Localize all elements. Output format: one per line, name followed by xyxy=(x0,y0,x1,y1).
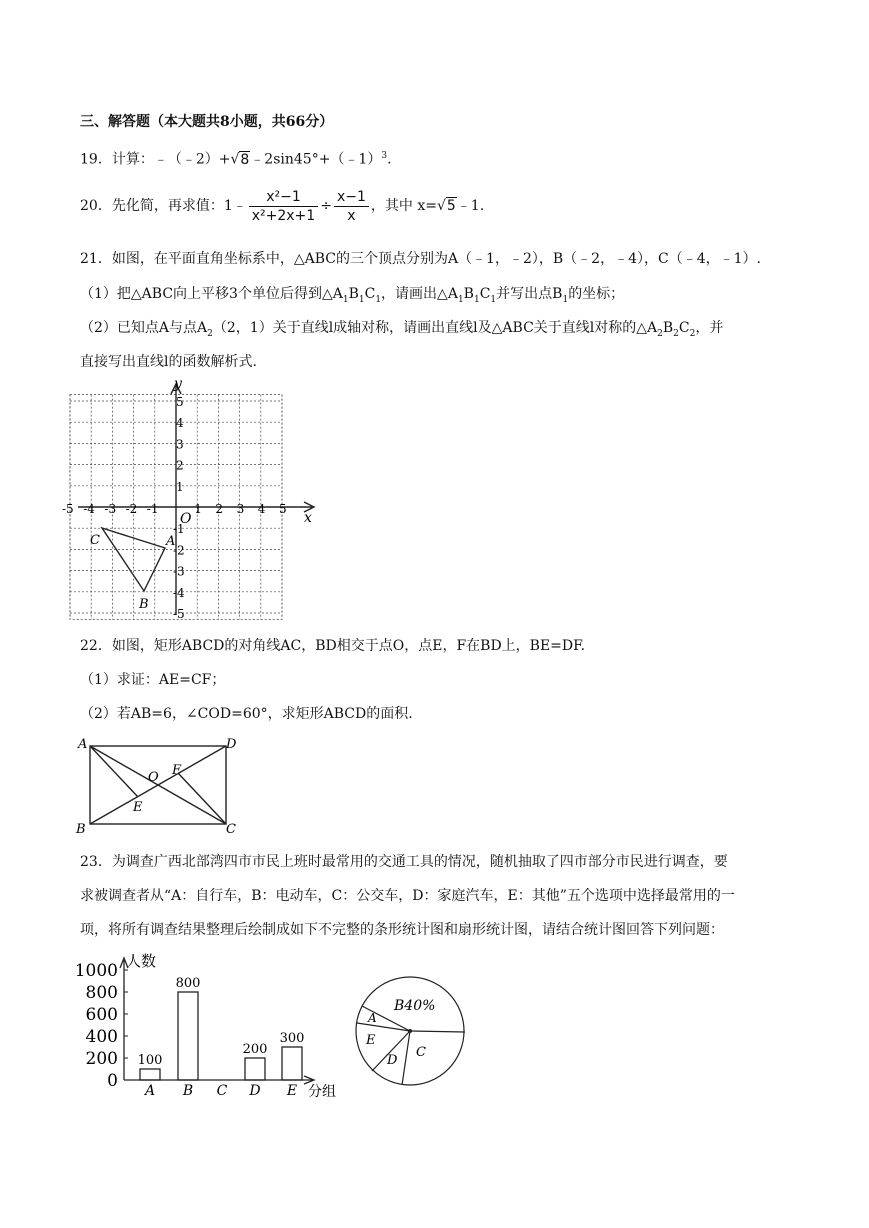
rect-label-e: E xyxy=(133,800,143,815)
bar-value-label: 800 xyxy=(175,976,201,991)
pie-label-d: D xyxy=(387,1053,398,1068)
question-22-stem: 22．如图，矩形ABCD的对角线AC，BD相交于点O，点E，F在BD上，BE=DF. xyxy=(80,638,586,654)
bar-category-label: E xyxy=(286,1083,298,1099)
bar-y-ticks xyxy=(75,961,128,1091)
q20-fraction-2 xyxy=(334,188,369,225)
x-tick-label: 1 xyxy=(194,502,202,516)
q20-frac1-numerator: x²−1 xyxy=(249,188,318,207)
pie-label-b: B40% xyxy=(394,998,436,1014)
y-tick-label: 3 xyxy=(176,437,184,452)
q21-p2-c: B xyxy=(662,320,674,336)
y-tick-label: -3 xyxy=(173,564,185,579)
bar-y-tick-label: 200 xyxy=(85,1049,118,1069)
rect-label-a: A xyxy=(78,737,88,752)
question-21-part-1 xyxy=(80,284,624,310)
x-tick-label: 5 xyxy=(279,502,287,516)
q21-p1-b: B xyxy=(348,286,359,302)
y-tick-label: 4 xyxy=(176,416,184,431)
q19-exp: 3 xyxy=(381,151,388,161)
section-title: 三、解答题（本大题共8小题，共66分） xyxy=(80,114,334,130)
bar-category-label: B xyxy=(182,1083,194,1099)
bar-e xyxy=(282,1047,302,1080)
bar-y-tick-label: 800 xyxy=(85,983,118,1003)
y-tick-label: -1 xyxy=(173,522,185,537)
y-tick-label: 5 xyxy=(176,395,184,409)
q21-p1-d: ，请画出△A xyxy=(381,286,458,302)
sub: 2 xyxy=(689,328,696,339)
q19-radicand: 8 xyxy=(240,151,250,168)
pie-label-c: C xyxy=(416,1045,426,1060)
rectangle-figure xyxy=(74,734,246,838)
x-tick-label: 3 xyxy=(236,502,245,516)
question-23-line2: 求被调查者从“A：自行车，B：电动车，C：公交车，D：家庭汽车，E：其他”五个选项中选择最常用的一 xyxy=(80,888,735,904)
q20-frac2-denominator: x xyxy=(347,207,356,224)
bar-y-label: 人数 xyxy=(126,952,157,970)
rect-label-d: D xyxy=(226,737,237,752)
q21-p1-e: B xyxy=(463,286,474,302)
x-tick-label: -3 xyxy=(104,502,117,516)
question-21-stem: 21．如图，在平面直角坐标系中，△ABC的三个顶点分别为A（﹣1，﹣2），B（﹣2，﹣4），C（﹣4，﹣1）. xyxy=(80,251,761,267)
sub: 1 xyxy=(490,294,497,305)
rect-label-b: B xyxy=(76,822,86,837)
q20-mid: ，其中 x= xyxy=(370,198,437,214)
q21-p2-b: （2，1）关于直线l成轴对称，请画出直线l及△ABC关于直线l对称的△A xyxy=(212,320,658,336)
bar-x-label: 分组 xyxy=(308,1084,336,1100)
q20-frac1-denominator: x²+2x+1 xyxy=(251,207,316,224)
q20-frac2-numerator: x−1 xyxy=(334,188,369,207)
q21-p2-d: C xyxy=(678,320,690,336)
y-tick-labels xyxy=(173,395,185,621)
rect-label-o: O xyxy=(148,770,159,785)
bar-chart xyxy=(72,948,350,1098)
q21-p2-e: ，并 xyxy=(695,320,724,336)
sub: 2 xyxy=(673,328,679,339)
q21-p1-g: 并写出点B xyxy=(496,286,563,302)
y-tick-label: -5 xyxy=(173,607,185,621)
q19-end: . xyxy=(387,151,392,168)
bar-d xyxy=(245,1058,265,1080)
question-21-part-2-line2: 直接写出直线l的函数解析式. xyxy=(80,354,257,370)
bar-y-tick-label: 0 xyxy=(107,1071,118,1091)
q21-p1-a: （1）把△ABC向上平移3个单位后得到△A xyxy=(80,286,343,302)
rect-label-f: F xyxy=(172,763,182,778)
q20-prefix: 20．先化简，再求值：1﹣ xyxy=(80,198,247,214)
rect-label-c: C xyxy=(226,822,236,837)
x-tick-label: 4 xyxy=(257,502,266,516)
segment-ae xyxy=(90,746,138,797)
pie-chart xyxy=(350,948,470,1098)
pie-divider-5 xyxy=(402,1031,410,1085)
y-tick-label: -4 xyxy=(173,585,185,600)
x-tick-label: 2 xyxy=(215,502,224,516)
sub: 1 xyxy=(457,294,464,305)
y-tick-label: -2 xyxy=(173,543,185,558)
bar-category-label: C xyxy=(216,1083,228,1099)
question-20 xyxy=(80,186,484,226)
bar-y-tick-label: 1000 xyxy=(74,961,118,981)
bar-a xyxy=(140,1069,160,1080)
bar-y-tick-label: 400 xyxy=(85,1027,118,1047)
origin-label: O xyxy=(180,511,192,527)
pie-divider-1 xyxy=(410,1031,465,1032)
sqrt-5: √5 xyxy=(436,198,456,214)
sqrt-8: √8 xyxy=(230,151,250,168)
question-22-part-1: （1）求证：AE=CF； xyxy=(80,672,226,688)
q21-p1-f: C xyxy=(479,286,491,302)
sub: 1 xyxy=(358,294,365,305)
x-tick-label: -5 xyxy=(62,502,74,516)
bar-category-label: D xyxy=(249,1083,261,1099)
question-23-line1: 23．为调查广西北部湾四市市民上班时最常用的交通工具的情况，随机抽取了四市部分市民进行调查，要 xyxy=(80,854,728,870)
segment-cf xyxy=(178,773,226,824)
x-axis-label: x xyxy=(304,510,312,526)
sub: 2 xyxy=(657,328,663,339)
pie-label-e: E xyxy=(366,1033,376,1048)
x-tick-label: -2 xyxy=(125,502,138,516)
y-tick-label: 2 xyxy=(176,458,184,473)
point-b-label: B xyxy=(139,597,149,612)
y-tick-label: 1 xyxy=(176,479,184,494)
sub: 1 xyxy=(375,294,382,305)
x-tick-label: -4 xyxy=(83,502,95,516)
question-23-line3: 项，将所有调查结果整理后绘制成如下不完整的条形统计图和扇形统计图，请结合统计图回答下列问题： xyxy=(80,922,724,938)
q20-divide: ÷ xyxy=(320,198,332,214)
pie-center xyxy=(408,1029,412,1033)
coordinate-grid-figure xyxy=(62,376,321,621)
bar-b xyxy=(178,992,198,1080)
bar-value-label: 300 xyxy=(279,1031,305,1046)
q21-p1-h: 的坐标； xyxy=(568,286,625,302)
bar-y-tick-label: 600 xyxy=(85,1005,118,1025)
question-21-part-2 xyxy=(80,318,723,344)
y-axis-label: y xyxy=(174,376,182,392)
q20-end: ﹣1. xyxy=(456,198,485,214)
bar-category-label: A xyxy=(144,1083,156,1099)
x-tick-labels xyxy=(62,502,287,516)
q20-fraction-1 xyxy=(249,188,318,225)
pie-label-a: A xyxy=(368,1011,377,1025)
point-a-label: A xyxy=(166,534,176,549)
sub: 2 xyxy=(207,328,213,339)
q20-radicand: 5 xyxy=(446,198,456,214)
question-19 xyxy=(80,146,392,170)
question-22-part-2: （2）若AB=6，∠COD=60°，求矩形ABCD的面积. xyxy=(80,706,413,722)
q21-p2-a: （2）已知点A与点A xyxy=(80,320,208,336)
sub: 1 xyxy=(562,294,569,305)
bar-value-label: 100 xyxy=(137,1053,163,1068)
q21-p1-c: C xyxy=(364,286,376,302)
x-tick-label: -1 xyxy=(146,502,159,516)
axes xyxy=(78,384,314,615)
point-c-label: C xyxy=(90,533,100,548)
sub: 1 xyxy=(342,294,349,305)
q19-suffix: ﹣2sin45°+（﹣1） xyxy=(250,151,382,168)
bar-value-label: 200 xyxy=(242,1042,268,1057)
q19-prefix: 19．计算：﹣（﹣2）+ xyxy=(80,151,231,168)
sub: 1 xyxy=(473,294,480,305)
